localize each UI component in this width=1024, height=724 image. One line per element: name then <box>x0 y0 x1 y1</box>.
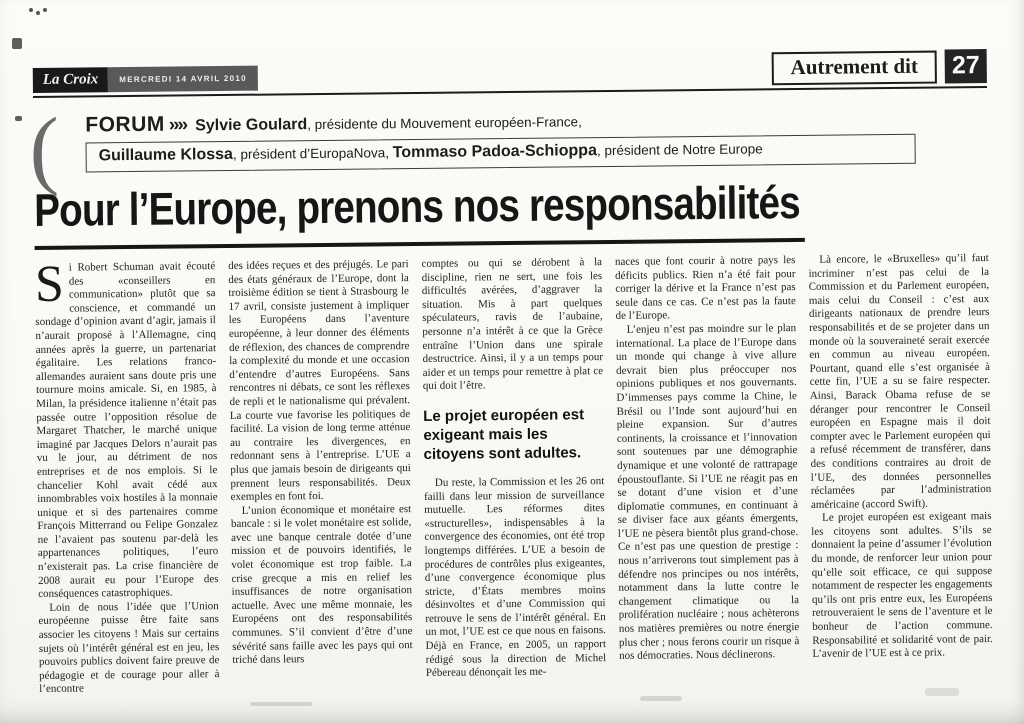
drop-cap: S <box>34 255 65 313</box>
forum-line-1 <box>85 104 987 137</box>
scan-artifact <box>12 38 22 49</box>
author-name: Tommaso Padoa-Schioppa <box>392 142 598 162</box>
paragraph: Du reste, la Commission et les 26 ont failli dans leur mission de surveillance mutuelle. Les réformes dites «structurelles», indispensables à la convergence des économies, ont été trop longtemps différées. L’UE a besoin de procédures de contrôles plus exigeantes, d’une convergence économique plus stricte, d’États membres moins désinvoltes et d’une Commission qui retrouve le sens de l’intérêt général. En un mot, l’UE est ce que nous en faisons. Déjà en France, en 2005, un rapport rédigé sous la direction de Michel Pébereau dénonçait les me- <box>423 474 607 680</box>
pull-quote: Le projet européen est exigeant mais les citoyens sont adultes. <box>423 406 585 463</box>
paragraph: Là encore, le «Bruxelles» qu’il faut incriminer n’est pas celui de la Commission et du Parlement européen, mais celui du Conseil : c’est aux dirigeants nationaux de prendre leurs responsabilités et de se projeter dans un monde où la souveraineté serait exercée en commun au niveau européen. Pourtant, quand elle s’est organisée à cette fin, l’UE a su se faire respecter. Ainsi, Barack Obama refuse de se déranger pour rencontrer le Conseil européen en Espagne mais il doit compter avec le Parlement européen qui a refusé récemment de transférer, dans des conditions contraires au droit de l’UE, des données personnelles réclamées par l’administration américaine (accord Swift). <box>808 252 992 511</box>
paragraph: Le projet européen est exigeant mais les citoyens sont adultes. S’ils se donnaient la peine d’assumer l’évolution du monde, de renforcer leur union pour qu’elle soit efficace, ce qui suppose notamment de respecter les engagements qu’ils ont pris entre eux, les Européens retrouveraient le sens de l’aventure et le bonheur de l’action commune. Responsabilité et solidarité vont de pair. L’avenir de l’UE est à ce prix. <box>811 510 993 661</box>
parenthesis-ornament: ( <box>29 100 60 199</box>
article-column-1 <box>34 255 220 708</box>
scan-artifact <box>29 8 33 12</box>
headline: Pour l’Europe, prenons nos responsabilités <box>34 175 805 250</box>
scan-artifact <box>43 8 47 12</box>
forum-byline <box>29 100 988 199</box>
page-header <box>33 49 987 93</box>
author-name: Guillaume Klossa <box>98 145 233 165</box>
article-column-2 <box>228 258 413 706</box>
header-right-group <box>771 49 987 85</box>
paragraph: L’enjeu n’est pas moindre sur le plan international. La place de l’Europe dans un monde qui change à vive allure devrait bien plus préoccuper nos opinions publiques et nos gouvernants. D’immenses pays comme la Chine, le Brésil ou l’Inde sont aujourd’hui en pleine expansion. Sur d’autres continents, la croissance et l’innovation sont soutenues par une démographie dynamique et une volonté de rattrapage époustouflante. Si l’UE ne réagit pas en se dotant d’une vision et d’une diplomatie communes, en continuant à se diviser face aux géants émergents, l’UE ne pèsera bientôt plus grand-chose. Ce n’est pas une question de prestige : nous n’arriverons tout simplement pas à défendre nos principes ou nos intérêts, notamment dans la lutte contre le changement climatique ou la prolifération nucléaire ; nous achèterons nos matières premières ou notre énergie plus cher ; nous ferons courir un risque à nos démocraties. Nous déclinerons. <box>615 322 800 663</box>
page-number: 27 <box>945 49 987 83</box>
author-name: Sylvie Goulard <box>195 116 308 135</box>
author-role: , présidente du Mouvement européen-France, <box>307 114 582 133</box>
article-columns <box>35 252 994 708</box>
section-title: Autrement dit <box>771 51 937 86</box>
article-column-3 <box>422 256 607 704</box>
forum-arrows-icon: ›››› <box>168 114 187 136</box>
paragraph: naces que font courir à notre pays les déficits publics. Rien n’a été fait pour corriger la dérive et la France n’est pas seule dans ce cas. Ce n’est pas la faute de l’Europe. <box>614 254 796 323</box>
masthead: La Croix <box>33 67 109 93</box>
author-role: , président de Notre Europe <box>596 141 763 159</box>
article-column-4 <box>615 254 800 702</box>
author-role: , président d’EuropaNova, <box>232 145 393 162</box>
paragraph: L’union économique et monétaire est bancale : si le volet monétaire est solide, avec une banque centrale dotée d’une mission et de pouvoirs identifiés, le volet économique est trop faible. La crise grecque a mis en relief les insuffisances de notre organisation actuelle. Avec une même monnaie, les Européens ont des responsabilités communes. S’il convient d’être d’une sévérité sans faille avec les pays qui ont triché dans leurs <box>230 502 413 667</box>
masthead-group <box>33 66 258 93</box>
date-bar: MERCREDI 14 AVRIL 2010 <box>108 66 258 93</box>
paragraph: Si Robert Schuman avait écouté des «conseillers en communication» plutôt que sa conscience, et commandé un sondage d’opinion avant d’agir, jamais il n’aurait proposé à l’Allemagne, cinq années après la guerre, un partenariat égalitaire. Les relations franco-allemandes auraient sans doute pris une tournure moins amicale. Si, en 1985, à Milan, la présidence italienne n’était pas passée outre l’opposition résolue de Margaret Thatcher, le marché unique imaginé par Jacques Delors n’aurait pas vu le jour, au détriment de nos entreprises et de nos emplois. Si le chancelier Kohl avait cédé aux innombrables voix hostiles à la monnaie unique et si des partenaires comme François Mitterrand ou Felipe Gonzalez ne l’avaient pas soutenu par-delà les appartenances politiques, l’euro n’existerait pas. La crise financière de 2008 aurait eu pour l’Europe des conséquences catastrophiques. <box>34 255 219 601</box>
scan-artifact <box>15 116 22 121</box>
paragraph: des idées reçues et des préjugés. Le pari des états généraux de l’Europe, dont la troisième édition se tient à Strasbourg le 17 avril, consiste justement à impliquer les Européens dans l’aventure européenne, à leur donner des éléments de réflexion, des chances de comprendre la complexité du monde et une occasion d’entendre d’autres Européens. Sans rencontres ni débats, ce sont les réflexes de repli et le nationalisme qui prévalent. La courte vue favorise les politiques de facilité. La vision de long terme atténue au contraire les divergences, en redonnant sens à l’entreprise. L’UE a plus que jamais besoin de dirigeants qui prennent leurs responsabilités. Deux exemples en font foi. <box>228 258 411 504</box>
paragraph: comptes ou qui se dérobent à la discipline, rien ne sert, une fois les difficultés avérées, d’aggraver la situation. Mis à part quelques spéculateurs, ravis de l’aubaine, personne n’a intérêt à ce que la Grèce entraîne l’Union dans une spirale destructrice. Ainsi, il y a un temps pour aider et un temps pour remettre à plat ce qui doit l’être. <box>421 256 604 393</box>
scan-artifact <box>36 11 40 15</box>
forum-line-2 <box>86 134 916 173</box>
forum-label: FORUM <box>85 112 165 137</box>
paragraph: Loin de nous l’idée que l’Union européenne puisse être faite sans associer les citoyens ! Mais sur certains sujets où l’intérêt général est en jeu, les pouvoirs publics doivent faire preuve de pédagogie et de courage pour aller à l’encontre <box>38 599 220 696</box>
article-column-5 <box>808 252 993 700</box>
